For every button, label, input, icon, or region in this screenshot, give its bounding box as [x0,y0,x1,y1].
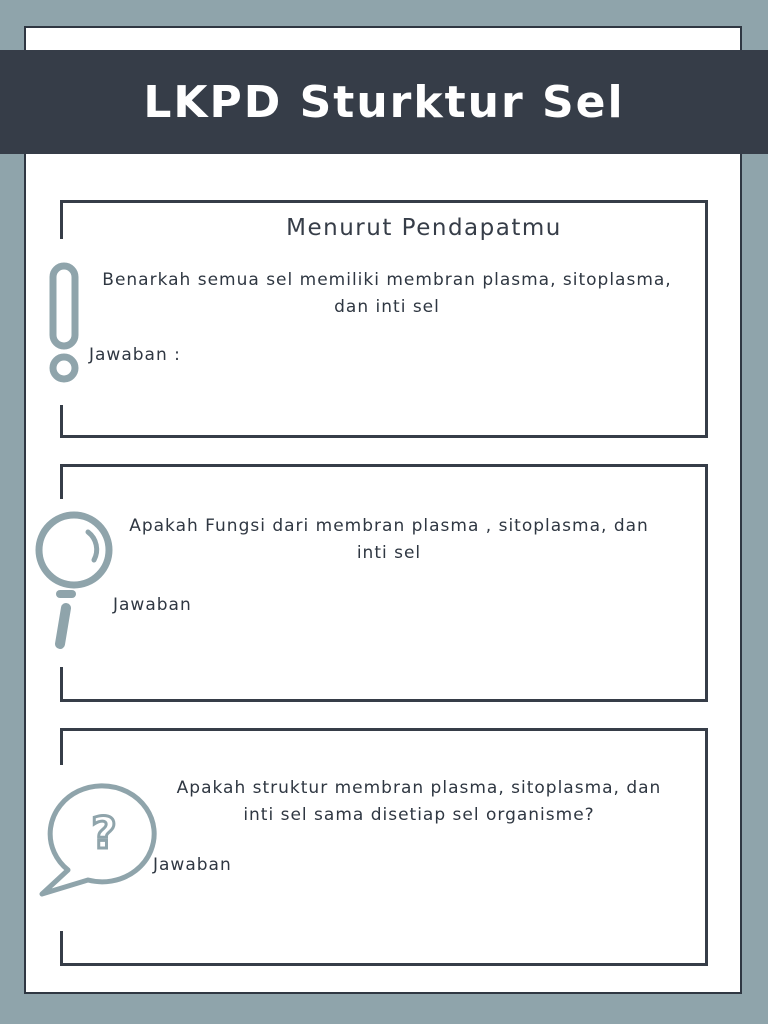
header-banner [0,50,768,154]
question-text-2: Apakah Fungsi dari membran plasma , sitoplasma, dan inti sel [129,516,649,563]
magnifier-icon [32,510,122,655]
question-text-3: Apakah struktur membran plasma, sitoplasma, dan inti sel sama disetiap sel organisme? [176,778,662,825]
card-subtitle: Menurut Pendapatmu [286,215,562,241]
question-card-2 [60,464,708,702]
page-title: LKPD Sturktur Sel [143,76,625,128]
svg-text:?: ? [91,808,117,859]
answer-label-1: Jawaban : [89,345,181,365]
exclamation-icon [44,262,88,386]
question-text-1: Benarkah semua sel memiliki membran plasma, sitoplasma, dan inti sel [102,270,672,317]
answer-label-3: Jawaban [153,855,232,875]
answer-label-2: Jawaban [113,595,192,615]
question-bubble-icon [38,782,162,902]
question-card-1 [60,200,708,438]
